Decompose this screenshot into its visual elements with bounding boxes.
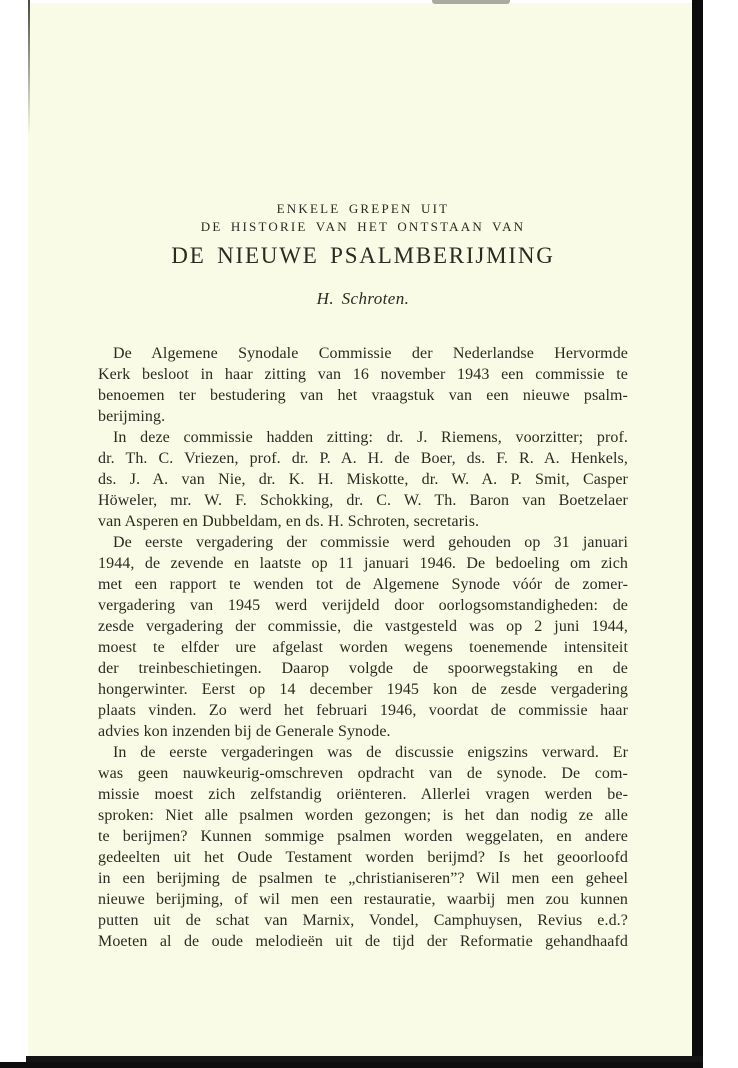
- chapter-supertitle-line2: DE HISTORIE VAN HET ONTSTAAN VAN: [200, 219, 526, 234]
- text-line: De eerste vergadering der commissie werd gehouden op 31 januari: [113, 534, 628, 551]
- chapter-title: DE NIEUWE PSALMBERIJMING: [171, 243, 555, 268]
- text-line: missie moest zich zelfstandig oriënteren. Allerlei vragen werden be-: [98, 786, 628, 803]
- text-line: plaats vinden. Zo werd het februari 1946, voordat de commissie haar: [98, 702, 628, 719]
- text-line: De Algemene Synodale Commissie der Nederlandse Hervormde: [113, 345, 628, 362]
- text-line: der treinbeschietingen. Daarop volgde de spoorwegstaking en de: [98, 660, 628, 677]
- text-line: met een rapport te wenden tot de Algemene Synode vóór de zomer-: [98, 576, 628, 593]
- body-text: [98, 343, 628, 952]
- author-name: H. Schroten.: [316, 289, 410, 308]
- text-line: hongerwinter. Eerst op 14 december 1945 kon de zesde vergadering: [98, 681, 628, 698]
- text-line: ds. J. A. van Nie, dr. K. H. Miskotte, dr. W. A. P. Smit, Casper: [98, 471, 628, 488]
- page-left-edge-shadow: [28, 0, 30, 135]
- text-line: Höweler, mr. W. F. Schokking, dr. C. W. Th. Baron van Boetzelaer: [98, 492, 628, 509]
- text-line: In de eerste vergaderingen was de discussie enigszins verward. Er: [113, 744, 628, 761]
- text-line: sproken: Niet alle psalmen worden gezongen; is het dan nodig ze alle: [98, 807, 628, 824]
- text-line: dr. Th. C. Vriezen, prof. dr. P. A. H. de Boer, ds. F. R. A. Henkels,: [98, 450, 628, 467]
- text-line: 1944, de zevende en laatste op 11 januari 1946. De bedoeling om zich: [98, 555, 628, 572]
- scan-border-right: [692, 0, 703, 1068]
- text-line: Moeten al de oude melodieën uit de tijd der Reformatie gehandhaafd: [98, 933, 628, 950]
- text-line: zesde vergadering der commissie, die vastgesteld was op 2 juni 1944,: [98, 618, 628, 635]
- text-line: moest te elfder ure afgelast worden wegens toenemende intensiteit: [98, 639, 628, 656]
- text-line: benoemen ter bestudering van het vraagstuk van een nieuwe psalm-: [98, 387, 628, 404]
- text-line: berijming.: [98, 408, 166, 425]
- text-line: van Asperen en Dubbeldam, en ds. H. Schroten, secretaris.: [98, 513, 480, 530]
- text-line: putten uit de schat van Marnix, Vondel, Camphuysen, Revius e.d.?: [98, 912, 628, 929]
- scan-border-bottom-edge: [0, 1062, 703, 1068]
- text-line: advies kon inzenden bij de Generale Synode.: [98, 723, 391, 740]
- text-line: nieuwe berijming, of wil men een restauratie, waarbij men zou kunnen: [98, 891, 628, 908]
- chapter-supertitle-line1: ENKELE GREPEN UIT: [276, 201, 450, 216]
- text-line: te berijmen? Kunnen sommige psalmen worden weggelaten, en andere: [98, 828, 628, 845]
- text-line: In deze commissie hadden zitting: dr. J. Riemens, voorzitter; prof.: [113, 429, 628, 446]
- text-line: in een berijming de psalmen te „christianiseren”? Wil men een geheel: [98, 870, 628, 887]
- text-line: gedeelten uit het Oude Testament worden berijmd? Is het geoorloofd: [98, 849, 628, 866]
- scan-smudge: [432, 0, 510, 4]
- text-line: was geen nauwkeurig-omschreven opdracht van de synode. De com-: [98, 765, 628, 782]
- text-line: vergadering van 1945 werd verijdeld door oorlogsomstandigheden: de: [98, 597, 628, 614]
- text-line: Kerk besloot in haar zitting van 16 november 1943 een commissie te: [98, 366, 628, 383]
